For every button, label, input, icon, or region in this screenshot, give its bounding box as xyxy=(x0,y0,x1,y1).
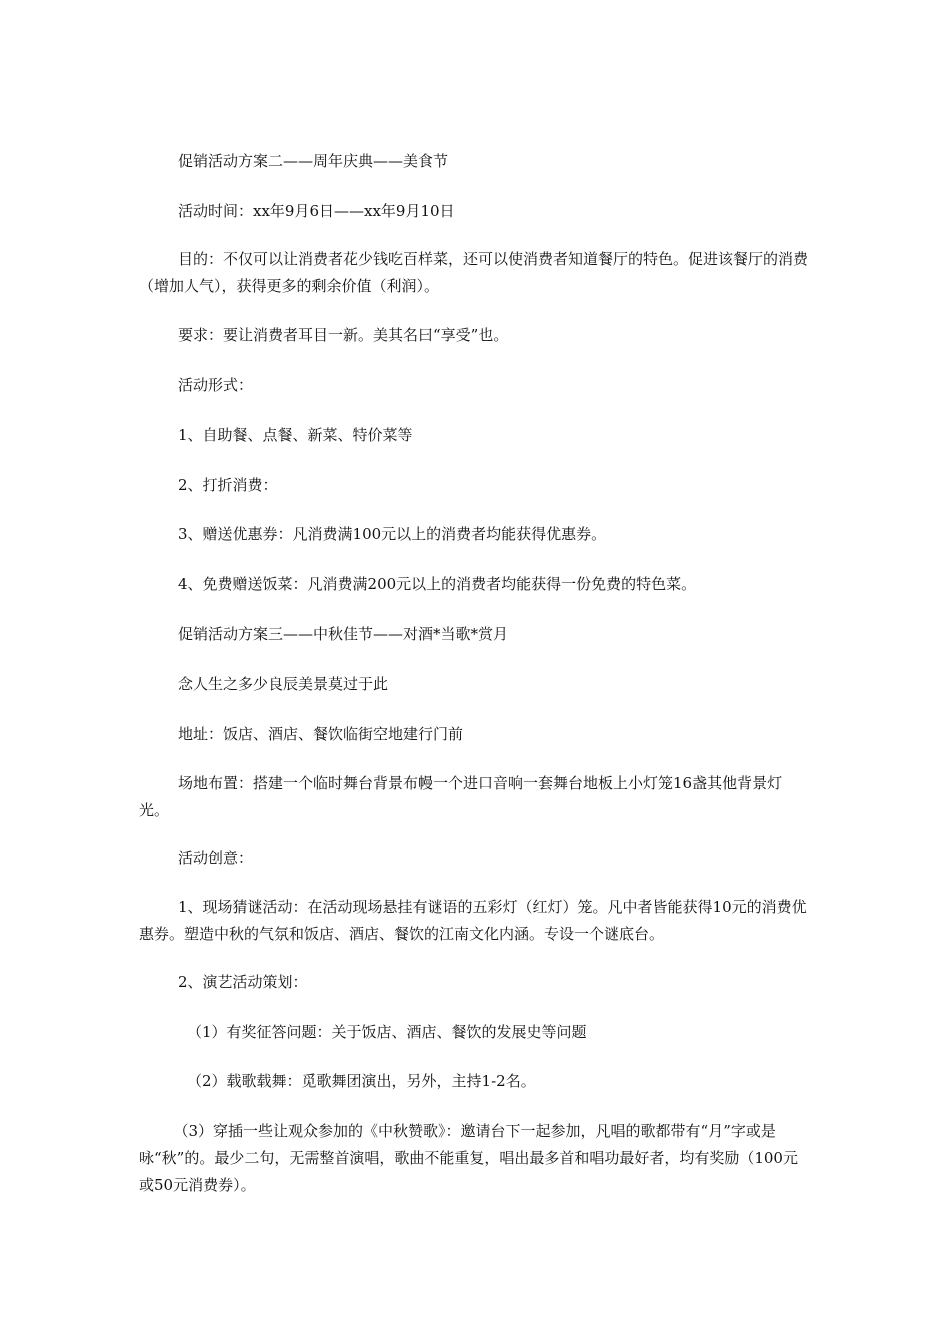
paragraph-activity-form: 活动形式： xyxy=(178,376,254,394)
list-item-1: 1、自助餐、点餐、新菜、特价菜等 xyxy=(178,426,413,444)
sub-item-song: （3）穿插一些让观众参加的《中秋赞歌》：邀请台下一起参加，凡唱的歌都带有“月”字或是咏“秋”的。最少二句，无需整首演唱，歌曲不能重复，唱出最多首和唱功最好者，均有奖励（100元或50元消费券）。 xyxy=(139,1122,798,1194)
paragraph-venue-layout: 场地布置：搭建一个临时舞台背景布幔一个进口音响一套舞台地板上小灯笼16盏其他背景灯光。 xyxy=(139,774,783,819)
list-item-4: 4、免费赠送饭菜：凡消费满200元以上的消费者均能获得一份免费的特色菜。 xyxy=(178,575,697,593)
heading-plan-two: 促销活动方案二——周年庆典——美食节 xyxy=(178,152,449,170)
sub-item-quiz: （1）有奖征答问题：关于饭店、酒店、餐饮的发展史等问题 xyxy=(187,1023,587,1041)
paragraph-activity-time: 活动时间：xx年9月6日——xx年9月10日 xyxy=(178,202,455,220)
list-item-3: 3、赠送优惠券：凡消费满100元以上的消费者均能获得优惠券。 xyxy=(178,525,607,543)
paragraph-slogan: 念人生之多少良辰美景莫过于此 xyxy=(178,675,389,693)
list-item-performance: 2、演艺活动策划： xyxy=(178,973,308,991)
list-item-riddle: 1、现场猜谜活动：在活动现场悬挂有谜语的五彩灯（红灯）笼。凡中者皆能获得10元的消费优惠券。塑造中秋的气氛和饭店、酒店、餐饮的江南文化内涵。专设一个谜底台。 xyxy=(139,898,807,943)
paragraph-purpose: 目的：不仅可以让消费者花少钱吃百样菜，还可以使消费者知道餐厅的特色。促进该餐厅的消费（增加人气），获得更多的剩余价值（利润）。 xyxy=(139,250,809,295)
list-item-2: 2、打折消费： xyxy=(178,476,278,494)
paragraph-activity-ideas: 活动创意： xyxy=(178,849,254,867)
paragraph-address: 地址：饭店、酒店、餐饮临街空地建行门前 xyxy=(178,725,464,743)
sub-item-dance: （2）载歌载舞：觅歌舞团演出，另外，主持1-2名。 xyxy=(187,1072,536,1090)
paragraph-requirement: 要求：要让消费者耳目一新。美其名曰“享受”也。 xyxy=(178,326,509,344)
heading-plan-three: 促销活动方案三——中秋佳节——对酒*当歌*赏月 xyxy=(178,625,509,643)
